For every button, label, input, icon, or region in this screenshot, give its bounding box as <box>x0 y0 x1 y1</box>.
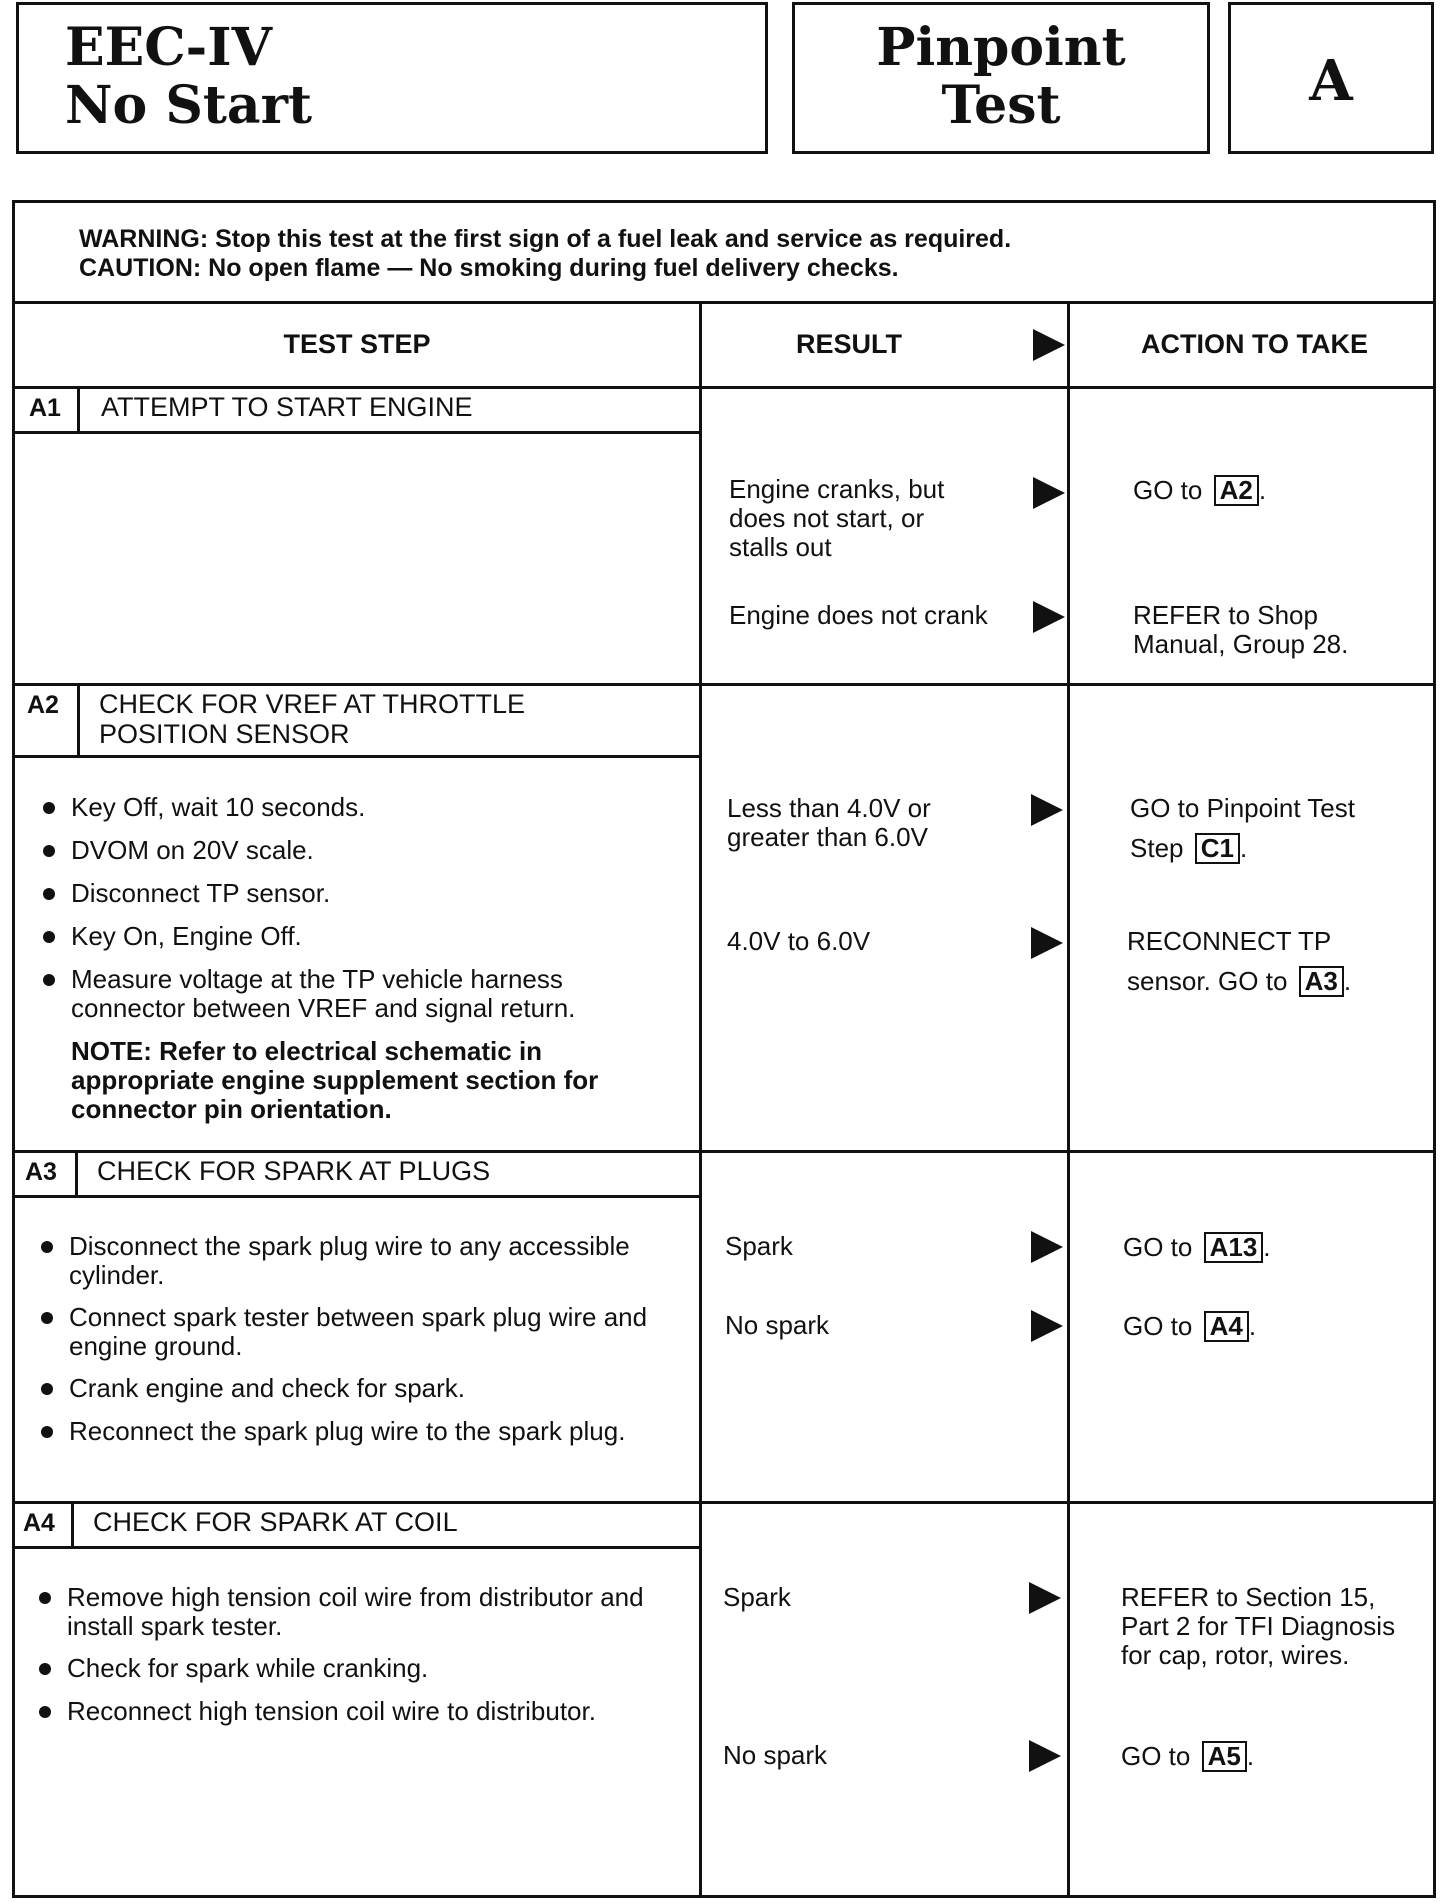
step-title-line: POSITION SENSOR <box>99 719 350 749</box>
col-result: RESULT <box>796 329 902 359</box>
action-line <box>1127 961 1417 1001</box>
step-title: ATTEMPT TO START ENGINE <box>101 392 473 422</box>
arrow-icon <box>1031 927 1063 959</box>
pinpoint-test-label <box>795 19 1207 135</box>
step-title <box>99 689 525 749</box>
result-text: Spark <box>723 1582 791 1612</box>
result-text: Spark <box>725 1231 793 1261</box>
bullet-item: Reconnect high tension coil wire to distributor. <box>67 1697 687 1726</box>
title-box <box>16 2 768 154</box>
pinpoint-test-box <box>792 2 1210 154</box>
divider <box>71 1501 74 1546</box>
test-line-1: Pinpoint <box>876 17 1126 78</box>
step-ref-a5[interactable]: A5 <box>1202 1741 1247 1772</box>
caution-text: CAUTION: No open flame — No smoking during fuel delivery checks. <box>79 254 899 282</box>
test-letter-box <box>1228 2 1434 154</box>
step-title: CHECK FOR SPARK AT PLUGS <box>97 1156 491 1186</box>
step-id: A3 <box>25 1158 57 1186</box>
step-ref-a2[interactable]: A2 <box>1214 475 1259 506</box>
bullet-item: Key On, Engine Off. <box>71 922 651 951</box>
action-suffix: . <box>1258 475 1267 505</box>
bullet-item: Disconnect TP sensor. <box>71 879 651 908</box>
arrow-icon <box>1031 794 1063 826</box>
step-id: A4 <box>23 1509 55 1537</box>
title-line-2: No Start <box>65 75 312 136</box>
arrow-icon <box>1029 1740 1061 1772</box>
result-text: Less than 4.0V or greater than 6.0V <box>727 793 931 852</box>
pinpoint-table <box>12 200 1436 1898</box>
action-text <box>1133 475 1266 506</box>
result-text: No spark <box>725 1310 830 1340</box>
action-text <box>1123 1232 1271 1263</box>
arrow-icon <box>1029 1582 1061 1614</box>
action-prefix: GO to <box>1123 1232 1200 1262</box>
divider <box>75 1150 78 1195</box>
test-letter: A <box>1309 48 1353 114</box>
divider <box>15 301 1433 304</box>
arrow-icon <box>1033 477 1065 509</box>
action-prefix: GO to <box>1121 1741 1198 1771</box>
bullet-item: DVOM on 20V scale. <box>71 836 651 865</box>
result-text: 4.0V to 6.0V <box>727 926 871 956</box>
action-text <box>1121 1741 1254 1772</box>
step-title: CHECK FOR SPARK AT COIL <box>93 1507 458 1537</box>
action-text: REFER to Shop Manual, Group 28. <box>1133 600 1349 659</box>
bullet-item: Measure voltage at the TP vehicle harness connector between VREF and signal return. <box>71 965 651 1023</box>
col-action: ACTION TO TAKE <box>1141 329 1368 359</box>
doc-title <box>65 19 312 135</box>
step-id: A1 <box>29 394 61 422</box>
bullet-item: Connect spark tester between spark plug wire and engine ground. <box>69 1303 669 1361</box>
action-suffix: . <box>1343 966 1352 996</box>
divider <box>77 683 80 755</box>
action-prefix: GO to <box>1123 1311 1200 1341</box>
arrow-icon <box>1033 601 1065 633</box>
result-text: Engine cranks, but does not start, or stalls out <box>729 474 945 562</box>
divider <box>77 386 80 431</box>
action-text <box>1123 1311 1256 1342</box>
result-text: Engine does not crank <box>729 600 988 630</box>
arrow-icon <box>1031 1310 1063 1342</box>
step-ref-a13[interactable]: A13 <box>1204 1232 1264 1263</box>
action-line <box>1130 828 1420 868</box>
note-text: NOTE: Refer to electrical schematic in appropriate engine supplement section for connector pin orientation. <box>71 1036 599 1124</box>
action-suffix: . <box>1248 1311 1257 1341</box>
bullet-item: Disconnect the spark plug wire to any accessible cylinder. <box>69 1232 649 1290</box>
action-suffix: . <box>1263 1232 1271 1262</box>
step-header <box>15 683 699 758</box>
warning-text: WARNING: Stop this test at the first sign of a fuel leak and service as required. <box>79 225 1012 253</box>
action-prefix: sensor. GO to <box>1127 966 1295 996</box>
title-line-1: EEC-IV <box>65 17 272 78</box>
step-header <box>15 1150 699 1198</box>
action-prefix: GO to <box>1133 475 1210 505</box>
action-text: REFER to Section 15, Part 2 for TFI Diagnosis for cap, rotor, wires. <box>1121 1582 1396 1670</box>
bullet-item: Crank engine and check for spark. <box>69 1374 669 1403</box>
action-suffix: . <box>1246 1741 1255 1771</box>
test-line-2: Test <box>941 75 1061 136</box>
divider <box>1067 301 1070 1895</box>
bullet-item: Check for spark while cranking. <box>67 1654 667 1683</box>
bullet-item: Reconnect the spark plug wire to the spark plug. <box>69 1417 649 1446</box>
step-id: A2 <box>27 691 59 719</box>
action-prefix: Step <box>1130 833 1191 863</box>
warning-block <box>79 225 1379 283</box>
action-suffix: . <box>1239 833 1248 863</box>
col-test-step: TEST STEP <box>283 329 431 359</box>
action-text <box>1130 788 1420 868</box>
divider <box>699 301 702 1895</box>
action-line: GO to Pinpoint Test <box>1130 793 1355 823</box>
result-text: No spark <box>723 1740 828 1770</box>
action-text <box>1127 921 1417 1001</box>
arrow-icon <box>1033 329 1065 361</box>
step-ref-a3[interactable]: A3 <box>1299 966 1344 997</box>
arrow-icon <box>1031 1231 1063 1263</box>
action-line: RECONNECT TP <box>1127 926 1332 956</box>
step-header <box>15 386 699 434</box>
step-ref-a4[interactable]: A4 <box>1204 1311 1249 1342</box>
step-ref-c1[interactable]: C1 <box>1195 833 1240 864</box>
step-header <box>15 1501 699 1549</box>
bullet-item: Key Off, wait 10 seconds. <box>71 793 651 822</box>
bullet-item: Remove high tension coil wire from distributor and install spark tester. <box>67 1583 667 1641</box>
step-title-line: CHECK FOR VREF AT THROTTLE <box>99 689 526 719</box>
